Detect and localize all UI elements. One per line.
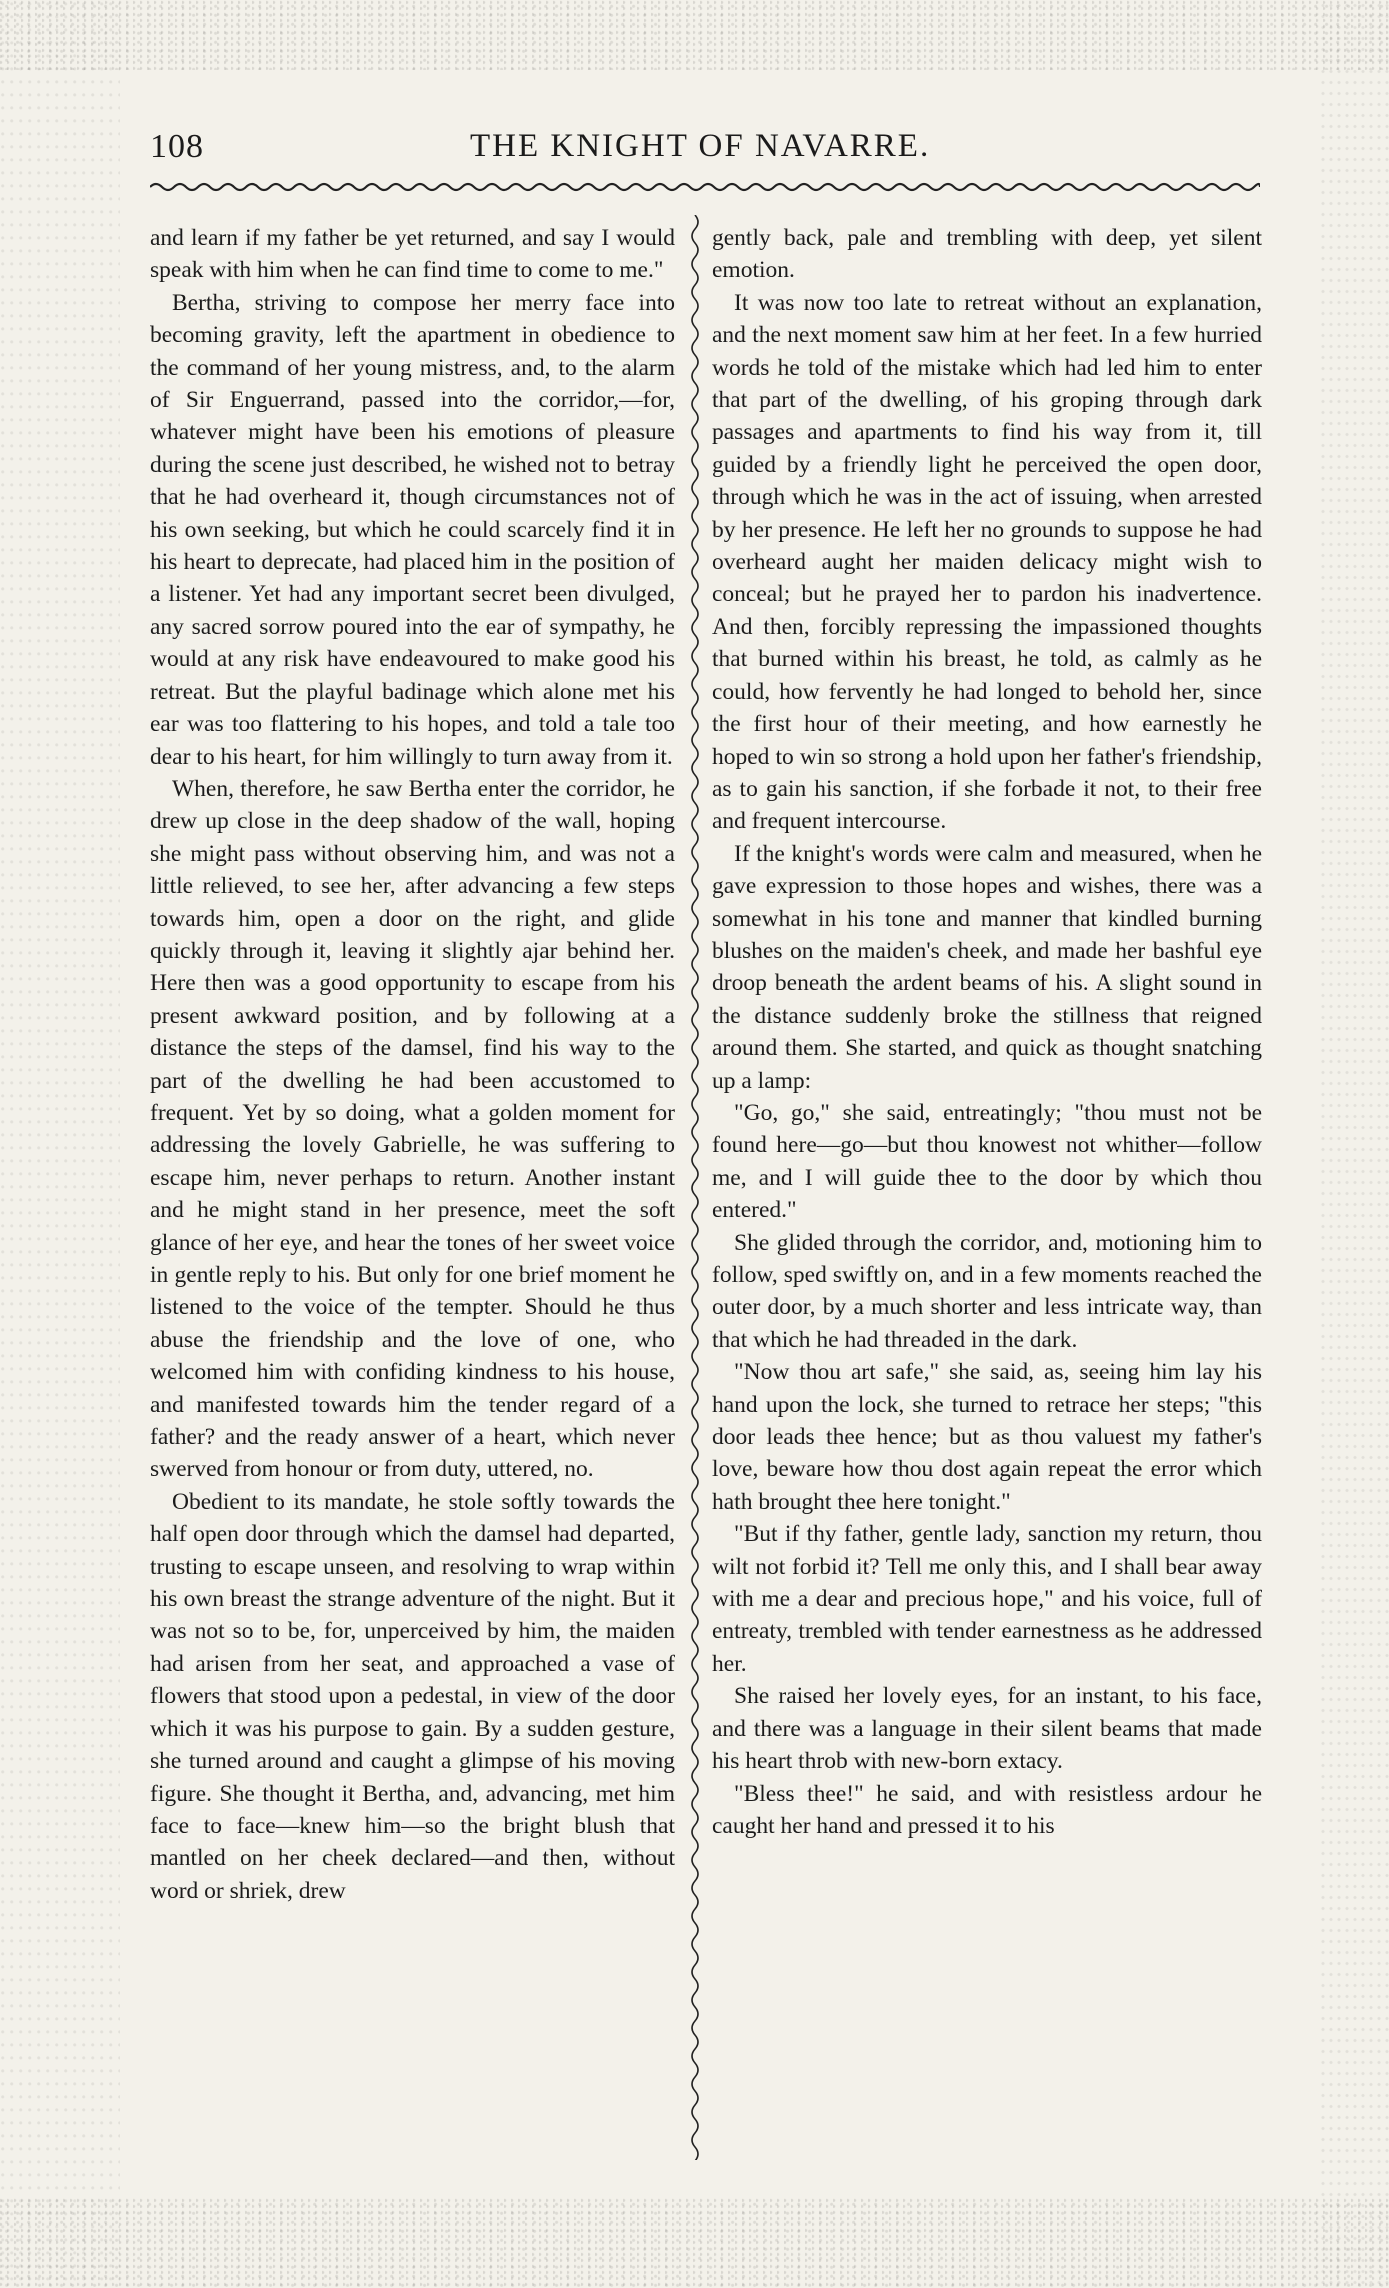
- page-header: [150, 128, 1250, 178]
- column-divider-wavy: [688, 215, 702, 2160]
- paragraph: "But if thy father, gentle lady, sanction my return, thou wilt not forbid it? Tell me only this, and I shall bear away with me a dear and precious hope," and his voice, full of entreaty, trembled with tender earnestness as he addressed her.: [712, 1521, 1262, 1677]
- left-column: [150, 222, 675, 1907]
- page-number: 108: [150, 128, 204, 165]
- paragraph: If the knight's words were calm and measured, when he gave expression to those hopes and wishes, there was a somewhat in his tone and manner that kindled burning blushes on the maiden's cheek, and made her bashful eye droop beneath the ardent beams of his. A slight sound in the distance suddenly broke the stillness that reigned around them. She started, and quick as thought snatching up a lamp:: [712, 840, 1262, 1094]
- scan-noise-left: [0, 0, 120, 2288]
- paragraph: She glided through the corridor, and, motioning him to follow, sped swiftly on, and in a few moments reached the outer door, by a much shorter and less intricate way, than that which he had threaded in the dark.: [712, 1229, 1262, 1353]
- paragraph: It was now too late to retreat without an explanation, and the next moment saw him at her feet. In a few hurried words he told of the mistake which had led him to enter that part of the dwelling, of his groping through dark passages and apartments to find his way from it, till guided by a friendly light he perceived the open door, through which he was in the act of issuing, when arrested by her presence. He left her no grounds to suppose he had overheard aught her maiden delicacy might wish to conceal; but he prayed her to pardon his inadvertence. And then, forcibly repressing the impassioned thoughts that burned within his breast, he told, as calmly as he could, how fervently he had longed to behold her, since the first hour of their meeting, and how earnestly he hoped to win so strong a hold upon her father's friendship, as to gain his sanction, if she forbade it not, to their free and frequent intercourse.: [712, 289, 1262, 835]
- paragraph: When, therefore, he saw Bertha enter the corridor, he drew up close in the deep shadow of the wall, hoping she might pass without observing him, and was not a little relieved, to see her, after advancing a few steps towards him, open a door on the right, and glide quickly through it, leaving it slightly ajar behind her. Here then was a good opportunity to escape from his present awkward position, and by following at a distance the steps of the damsel, find his way to the part of the dwelling he had been accustomed to frequent. Yet by so doing, what a golden moment for addressing the lovely Gabrielle, he was suffering to escape him, never perhaps to return. Another instant and he might stand in her presence, meet the soft glance of her eye, and hear the tones of her sweet voice in gentle reply to his. But only for one brief moment he listened to the voice of the tempter. Should he thus abuse the friendship and the love of one, who welcomed him with confiding kindness to his house, and manifested towards him the tender regard of a father? and the ready answer of a heart, which never swerved from honour or from duty, uttered, no.: [150, 775, 675, 1483]
- paragraph: "Now thou art safe," she said, as, seeing him lay his hand upon the lock, she turned to retrace her steps; "this door leads thee hence; but as thou valuest my father's love, beware how thou dost again repeat the error which hath brought thee here tonight.": [712, 1359, 1262, 1515]
- paragraph: Bertha, striving to compose her merry face into becoming gravity, left the apartment in obedience to the command of her young mistress, and, to the alarm of Sir Enguerrand, passed into the corridor,—for, whatever might have been his emotions of pleasure during the scene just described, he wished not to betray that he had overheard it, though circumstances not of his own seeking, but which he could scarcely find it in his heart to deprecate, had placed him in the position of a listener. Yet had any important secret been divulged, any sacred sorrow poured into the ear of sympathy, he would at any risk have endeavoured to make good his retreat. But the playful badinage which alone met his ear was too flattering to his hopes, and told a tale too dear to his heart, for him willingly to turn away from it.: [150, 289, 675, 770]
- scan-noise-bottom: [0, 2198, 1389, 2288]
- paragraph: "Bless thee!" he said, and with resistless ardour he caught her hand and pressed it to his: [712, 1780, 1262, 1839]
- paragraph: gently back, pale and trembling with deep, yet silent emotion.: [712, 225, 1262, 284]
- running-title: THE KNIGHT OF NAVARRE.: [470, 128, 931, 164]
- paragraph: and learn if my father be yet returned, and say I would speak with him when he can find time to come to me.": [150, 225, 675, 284]
- paragraph: She raised her lovely eyes, for an instant, to his face, and there was a language in their silent beams that made his heart throb with new-born extacy.: [712, 1683, 1262, 1775]
- paragraph: Obedient to its mandate, he stole softly towards the half open door through which the damsel had departed, trusting to escape unseen, and resolving to wrap within his own breast the strange adventure of the night. But it was not so to be, for, unperceived by him, the maiden had arisen from her seat, and approached a vase of flowers that stood upon a pedestal, in view of the door which it was his purpose to gain. By a sudden gesture, she turned around and caught a glimpse of his moving figure. She thought it Bertha, and, advancing, met him face to face—knew him—so the bright blush that mantled on her cheek declared—and then, without word or shriek, drew: [150, 1488, 675, 1904]
- paragraph: "Go, go," she said, entreatingly; "thou must not be found here—go—but thou knowest not whither—follow me, and I will guide thee to the door by which thou entered.": [712, 1099, 1262, 1224]
- scan-noise-right: [1319, 0, 1389, 2288]
- scan-noise-top: [0, 0, 1389, 70]
- header-wavy-rule: [150, 178, 1260, 194]
- right-column: [712, 222, 1262, 1842]
